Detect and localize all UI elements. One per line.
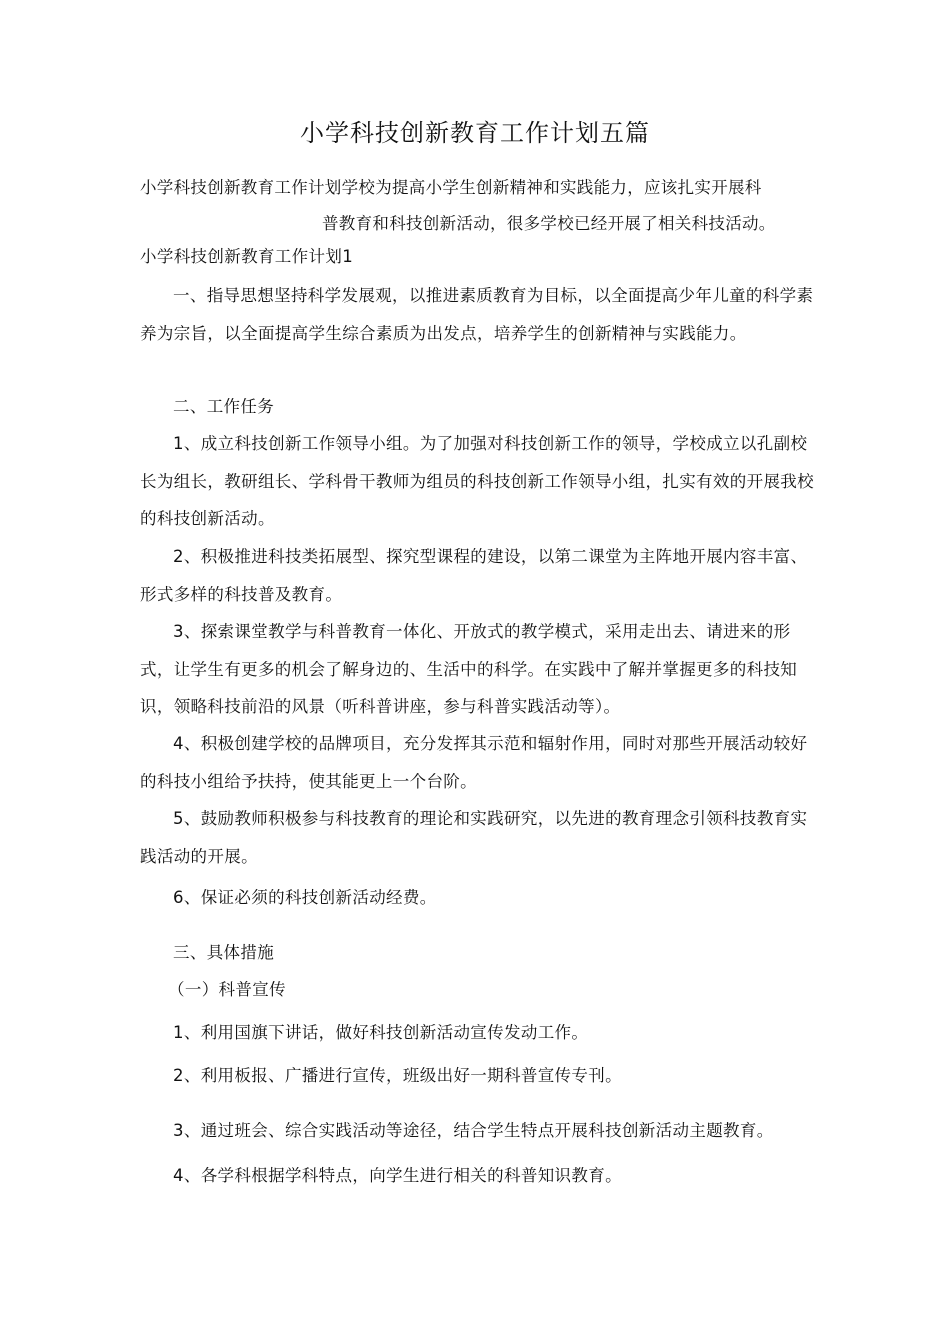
document-title: 小学科技创新教育工作计划五篇 [300,119,650,147]
task-1-paragraph: 1、成立科技创新工作领导小组。为了加强对科技创新工作的领导，学校成立以孔副校长为组长，教研组长、学科骨干教师为组员的科技创新工作领导小组，扎实有效的开展我校的科技创新活动。 [140,434,814,528]
intro-paragraph [140,170,820,242]
measure-2-paragraph: 2、利用板报、广播进行宣传，班级出好一期科普宣传专刊。 [173,1066,622,1085]
intro-line-2: 普教育和科技创新活动，很多学校已经开展了相关科技活动。 [322,214,776,233]
subsection-1-heading: （一）科普宣传 [168,980,286,999]
task-6-paragraph: 6、保证必须的科技创新活动经费。 [173,888,437,907]
task-3-paragraph: 3、探索课堂教学与科普教育一体化、开放式的教学模式，采用走出去、请进来的形式，让学生有更多的机会了解身边的、生活中的科学。在实践中了解并掌握更多的科技知识，领略科技前沿的风景（听科普讲座，参与科普实践活动等）。 [140,622,798,716]
plan-heading: 小学科技创新教育工作计划1 [140,247,354,266]
task-2-paragraph: 2、积极推进科技类拓展型、探究型课程的建设，以第二课堂为主阵地开展内容丰富、形式多样的科技普及教育。 [140,547,808,604]
task-4-paragraph: 4、积极创建学校的品牌项目，充分发挥其示范和辐射作用，同时对那些开展活动较好的科技小组给予扶持，使其能更上一个台阶。 [140,734,808,791]
measure-4-paragraph: 4、各学科根据学科特点，向学生进行相关的科普知识教育。 [173,1166,622,1185]
measure-3-paragraph: 3、通过班会、综合实践活动等途径，结合学生特点开展科技创新活动主题教育。 [173,1121,774,1140]
section-3-heading: 三、具体措施 [173,943,275,962]
task-5-paragraph: 5、鼓励教师积极参与科技教育的理论和实践研究，以先进的教育理念引领科技教育实践活动的开展。 [140,809,808,866]
measure-1-paragraph: 1、利用国旗下讲话，做好科技创新活动宣传发动工作。 [173,1023,589,1042]
section-1-paragraph: 一、指导思想坚持科学发展观，以推进素质教育为目标，以全面提高少年儿童的科学素养为宗旨，以全面提高学生综合素质为出发点，培养学生的创新精神与实践能力。 [140,286,814,343]
intro-line-1: 小学科技创新教育工作计划学校为提高小学生创新精神和实践能力，应该扎实开展科 [140,178,762,197]
section-2-heading: 二、工作任务 [173,397,275,416]
